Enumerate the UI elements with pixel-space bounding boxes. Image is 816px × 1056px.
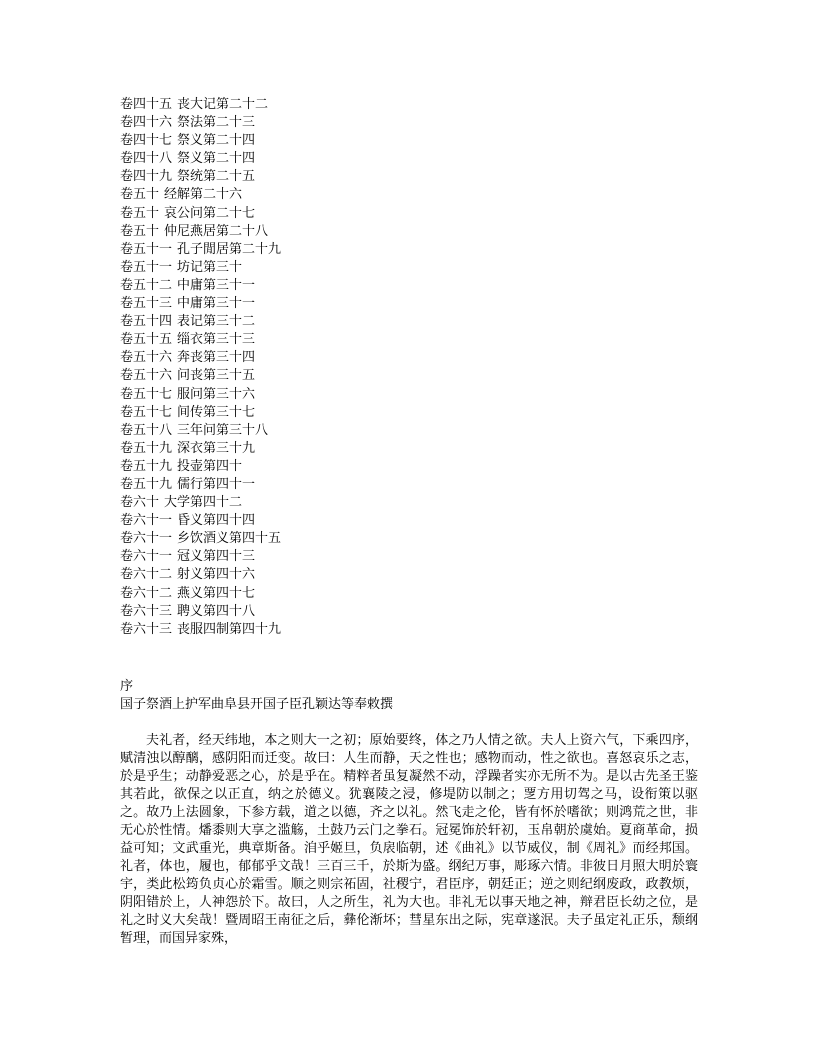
toc-volume: 卷五十九 <box>120 476 173 492</box>
toc-volume: 卷五十四 <box>120 314 173 330</box>
toc-entry <box>120 186 281 204</box>
toc-chapter-title: 祭统第二十五 <box>177 169 256 185</box>
table-of-contents <box>120 96 281 639</box>
toc-volume: 卷六十一 <box>120 531 173 547</box>
toc-entry <box>120 404 281 422</box>
toc-volume: 卷五十七 <box>120 386 173 402</box>
toc-entry <box>120 512 281 530</box>
toc-volume: 卷六十三 <box>120 603 173 619</box>
toc-entry <box>120 241 281 259</box>
toc-volume: 卷五十 <box>120 223 160 239</box>
toc-volume: 卷五十九 <box>120 458 173 474</box>
toc-entry <box>120 548 281 566</box>
toc-entry <box>120 621 281 639</box>
toc-chapter-title: 坊记第三十 <box>177 259 243 275</box>
toc-entry <box>120 458 281 476</box>
toc-volume: 卷五十六 <box>120 350 173 366</box>
toc-chapter-title: 乡饮酒义第四十五 <box>177 531 282 547</box>
toc-chapter-title: 三年问第三十八 <box>177 422 269 438</box>
toc-chapter-title: 仲尼燕居第二十八 <box>164 223 269 239</box>
toc-volume: 卷五十五 <box>120 332 173 348</box>
toc-chapter-title: 祭法第二十三 <box>177 115 256 131</box>
preface-heading: 序 <box>120 679 134 694</box>
toc-entry <box>120 530 281 548</box>
toc-entry <box>120 168 281 186</box>
toc-volume: 卷四十五 <box>120 97 173 112</box>
toc-volume: 卷五十一 <box>120 259 173 275</box>
preface-header <box>120 678 393 714</box>
toc-entry <box>120 494 281 512</box>
toc-chapter-title: 哀公问第二十七 <box>164 205 256 221</box>
toc-chapter-title: 中庸第三十一 <box>177 296 256 312</box>
toc-chapter-title: 燕义第四十七 <box>177 585 256 601</box>
toc-entry <box>120 440 281 458</box>
toc-chapter-title: 问丧第三十五 <box>177 368 256 384</box>
toc-chapter-title: 聘义第四十八 <box>177 603 256 619</box>
toc-volume: 卷五十 <box>120 205 160 221</box>
toc-entry <box>120 114 281 132</box>
toc-volume: 卷五十三 <box>120 296 173 312</box>
toc-volume: 卷五十二 <box>120 277 173 293</box>
toc-volume: 卷五十一 <box>120 241 173 257</box>
toc-volume: 卷四十七 <box>120 133 173 149</box>
toc-entry <box>120 150 281 168</box>
toc-chapter-title: 孔子閒居第二十九 <box>177 241 282 257</box>
toc-chapter-title: 大学第四十二 <box>164 495 243 511</box>
toc-chapter-title: 投壶第四十 <box>177 458 243 474</box>
toc-entry <box>120 349 281 367</box>
toc-chapter-title: 祭义第二十四 <box>177 133 256 149</box>
preface-author-line: 国子祭酒上护军曲阜县开国子臣孔颖达等奉敕撰 <box>120 697 394 712</box>
toc-chapter-title: 冠义第四十三 <box>177 549 256 565</box>
toc-entry <box>120 277 281 295</box>
toc-volume: 卷五十七 <box>120 404 173 420</box>
toc-chapter-title: 深衣第三十九 <box>177 440 256 456</box>
toc-chapter-title: 奔丧第三十四 <box>177 350 256 366</box>
toc-chapter-title: 缁衣第三十三 <box>177 332 256 348</box>
toc-entry <box>120 476 281 494</box>
toc-entry <box>120 585 281 603</box>
toc-volume: 卷六十二 <box>120 585 173 601</box>
toc-volume: 卷四十六 <box>120 115 173 131</box>
toc-entry <box>120 367 281 385</box>
toc-volume: 卷五十九 <box>120 440 173 456</box>
toc-volume: 卷六十一 <box>120 549 173 565</box>
toc-entry <box>120 603 281 621</box>
toc-entry <box>120 386 281 404</box>
toc-entry <box>120 422 281 440</box>
toc-chapter-title: 祭义第二十四 <box>177 151 256 167</box>
toc-chapter-title: 间传第三十七 <box>177 404 256 420</box>
toc-entry <box>120 205 281 223</box>
toc-volume: 卷六十三 <box>120 621 173 637</box>
toc-volume: 卷五十八 <box>120 422 173 438</box>
toc-entry <box>120 313 281 331</box>
toc-volume: 卷四十九 <box>120 169 173 185</box>
toc-entry <box>120 96 281 114</box>
toc-volume: 卷六十二 <box>120 567 173 583</box>
toc-volume: 卷六十一 <box>120 513 173 529</box>
toc-volume: 卷六十 <box>120 495 160 511</box>
toc-entry <box>120 566 281 584</box>
toc-volume: 卷五十六 <box>120 368 173 384</box>
toc-entry <box>120 259 281 277</box>
toc-chapter-title: 丧大记第二十二 <box>177 97 269 112</box>
toc-chapter-title: 经解第二十六 <box>164 187 243 203</box>
toc-chapter-title: 丧服四制第四十九 <box>177 621 282 637</box>
toc-entry <box>120 331 281 349</box>
toc-volume: 卷五十 <box>120 187 160 203</box>
toc-chapter-title: 表记第三十二 <box>177 314 256 330</box>
toc-chapter-title: 昏义第四十四 <box>177 513 256 529</box>
preface-body: 夫礼者，经天纬地，本之则大一之初；原始要终，体之乃人情之欲。夫人上资六气，下乘四序，赋清浊以醇醨，感阴阳而迁变。故曰：人生而静，天之性也；感物而动，性之欲也。喜怒哀乐之志，於是乎生；动静爱恶之心，於是乎在。精粹者虽复凝然不动，浮躁者实亦无所不为。是以古先圣王鉴其若此，欲保之以正直，纳之於德义。犹襄陵之浸，修堤防以制之；覂方用切驾之马，设衔策以驱之。故乃上法圆象，下参方载，道之以德，齐之以礼。然飞走之伦，皆有怀於嗜欲；则鸿荒之世，非无心於性情。燔黍则大享之滥觞，土鼓乃云门之拳石。冠冕饰於轩初，玉帛朝於虞始。夏商革命，损益可知；文武重光，典章斯备。洎乎姬旦，负扆临朝，述《曲礼》以节威仪，制《周礼》而经邦国。礼者，体也，履也，郁郁乎文哉！三百三千，於斯为盛。纲纪万事，彫琢六情。非彼日月照大明於寰宇，类此松筠负贞心於霜雪。顺之则宗祏固，社稷宁，君臣序，朝廷正；逆之则纪纲废政，政教烦，阴阳错於上，人神怨於下。故曰，人之所生，礼为大也。非礼无以事天地之神，辩君臣长幼之位，是礼之时义大矣哉！暨周昭王南征之后，彝伦渐坏；彗星东出之际，宪章遂泯。夫子虽定礼正乐，颓纲暂理，而国异家殊， <box>120 733 698 946</box>
toc-entry <box>120 295 281 313</box>
toc-chapter-title: 儒行第四十一 <box>177 476 256 492</box>
toc-chapter-title: 服问第三十六 <box>177 386 256 402</box>
toc-entry <box>120 132 281 150</box>
toc-chapter-title: 中庸第三十一 <box>177 277 256 293</box>
toc-entry <box>120 223 281 241</box>
toc-volume: 卷四十八 <box>120 151 173 167</box>
toc-chapter-title: 射义第四十六 <box>177 567 256 583</box>
